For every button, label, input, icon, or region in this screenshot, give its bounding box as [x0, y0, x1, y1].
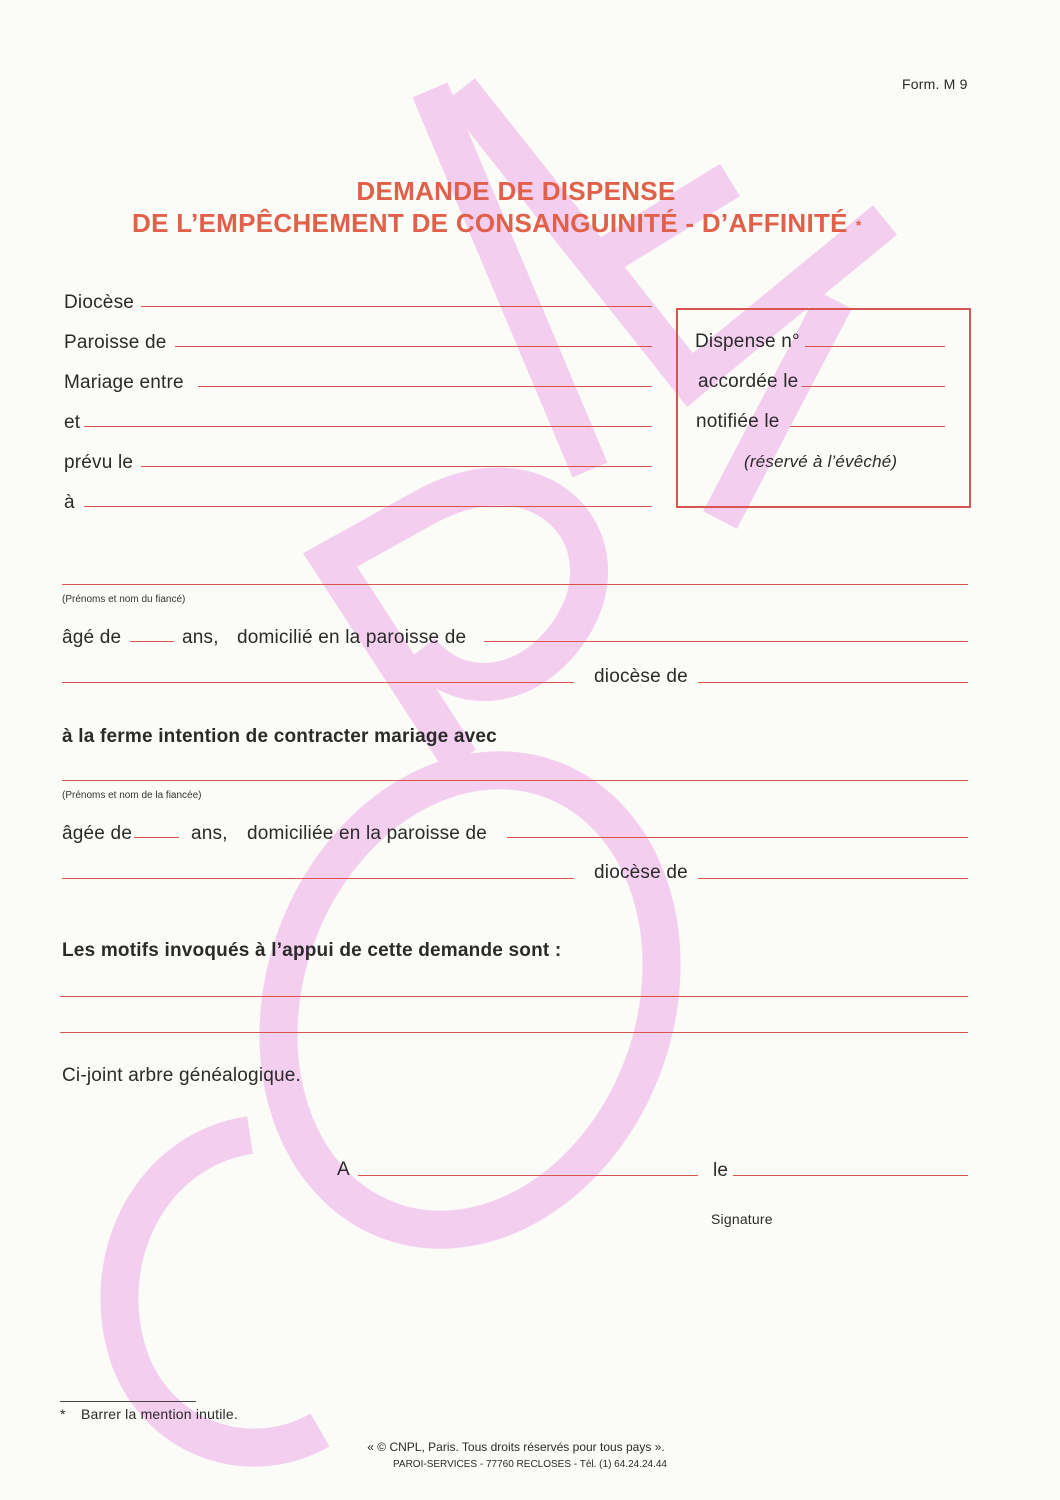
label-et: et	[64, 412, 81, 433]
label-a: à	[64, 492, 75, 513]
footnote-text: Barrer la mention inutile.	[81, 1406, 238, 1422]
label-prevu-le: prévu le	[64, 452, 134, 473]
label-diocese-fiance: diocèse de	[594, 666, 688, 687]
label-signature: Signature	[711, 1211, 773, 1227]
field-paroisse-fiance-suite[interactable]	[62, 682, 574, 683]
title-asterisk: *	[855, 217, 862, 234]
label-domicile-fiancee: domiciliée en la paroisse de	[247, 823, 488, 844]
field-paroisse-fiancee-suite[interactable]	[62, 878, 574, 879]
field-diocese-fiancee[interactable]	[698, 878, 968, 879]
field-dispense-no[interactable]	[805, 346, 945, 347]
footnote-rule	[60, 1401, 196, 1402]
label-diocese-fiancee: diocèse de	[594, 862, 688, 883]
field-signature-lieu[interactable]	[358, 1175, 698, 1176]
caption-fiancee: (Prénoms et nom de la fiancée)	[62, 790, 202, 801]
label-age-fiancee: âgée de	[62, 823, 133, 844]
label-domicile-fiance: domicilié en la paroisse de	[237, 627, 467, 648]
field-accordee-le[interactable]	[802, 386, 945, 387]
field-diocese-fiance[interactable]	[698, 682, 968, 683]
field-motifs-1[interactable]	[60, 996, 968, 997]
title-line-2-text: DE L’EMPÊCHEMENT DE CONSANGUINITÉ - D’AFFINITÉ	[132, 208, 848, 238]
label-accordee-le: accordée le	[698, 371, 799, 392]
footnote-mark: *	[60, 1406, 66, 1422]
field-diocese[interactable]	[141, 306, 652, 307]
title-line-1: DEMANDE DE DISPENSE	[356, 176, 676, 206]
label-mariage-entre: Mariage entre	[64, 372, 184, 393]
label-signature-lieu: A	[337, 1159, 350, 1180]
field-paroisse[interactable]	[175, 346, 652, 347]
label-age-fiance: âgé de	[62, 627, 122, 648]
footer-address: PAROI-SERVICES - 77760 RECLOSES - Tél. (1) 64.24.24.44	[392, 1459, 667, 1470]
label-notifiee-le: notifiée le	[696, 411, 780, 432]
reserved-note: (réservé à l’évêché)	[744, 452, 898, 471]
field-signature-date[interactable]	[733, 1175, 968, 1176]
field-fiancee-nom[interactable]	[62, 780, 968, 781]
field-age-fiance[interactable]	[130, 641, 174, 642]
field-et[interactable]	[84, 426, 652, 427]
field-mariage-entre[interactable]	[198, 386, 652, 387]
motifs-heading: Les motifs invoqués à l’appui de cette demande sont :	[62, 940, 562, 961]
field-paroisse-fiance[interactable]	[484, 641, 968, 642]
label-signature-date: le	[713, 1160, 729, 1181]
field-fiance-nom[interactable]	[62, 584, 968, 585]
label-dispense-no: Dispense n°	[695, 331, 800, 352]
arbre-note: Ci-joint arbre généalogique.	[62, 1065, 302, 1086]
field-paroisse-fiancee[interactable]	[507, 837, 968, 838]
form-code: Form. M 9	[902, 76, 968, 92]
label-diocese: Diocèse	[64, 292, 135, 313]
caption-fiance: (Prénoms et nom du fiancé)	[62, 594, 186, 605]
intention-heading: à la ferme intention de contracter mariage avec	[62, 726, 497, 747]
label-ans-fiance: ans,	[182, 627, 219, 648]
field-prevu-le[interactable]	[141, 466, 652, 467]
field-motifs-2[interactable]	[60, 1032, 968, 1033]
label-ans-fiancee: ans,	[191, 823, 228, 844]
label-paroisse: Paroisse de	[64, 332, 167, 353]
field-notifiee-le[interactable]	[790, 426, 945, 427]
footer-copyright: « © CNPL, Paris. Tous droits réservés pour tous pays ».	[367, 1440, 665, 1454]
field-lieu[interactable]	[84, 506, 652, 507]
title-line-2	[132, 208, 862, 239]
field-age-fiancee[interactable]	[134, 837, 179, 838]
